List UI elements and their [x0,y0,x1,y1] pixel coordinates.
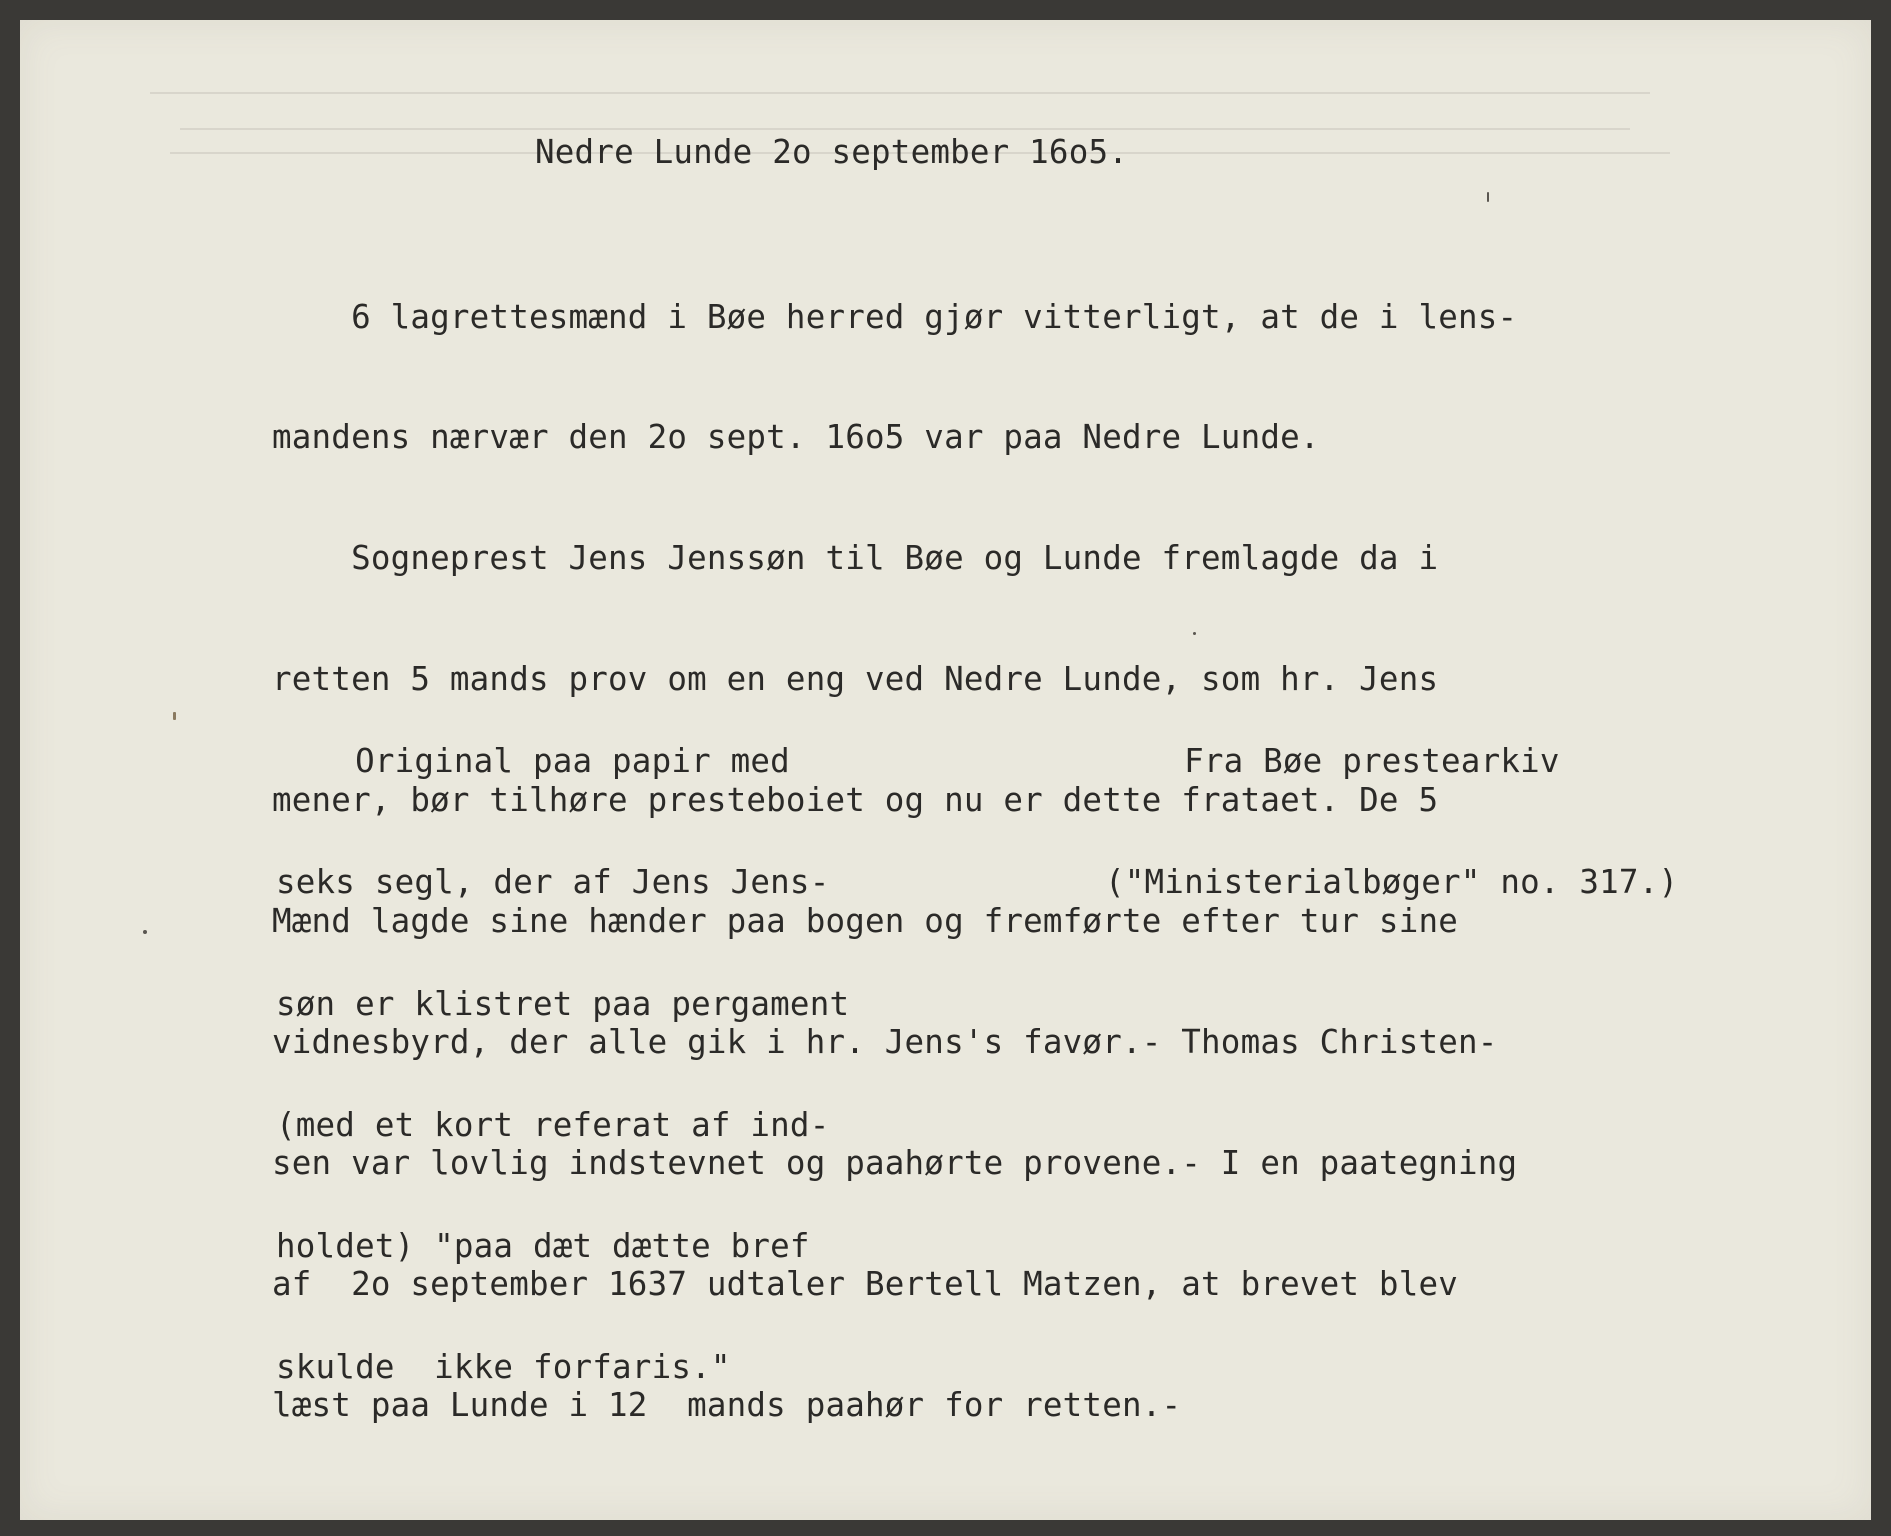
body-line: sen var lovlig indstevnet og paahørte provene.- I en paategning [272,1143,1518,1182]
note-line: Original paa papir med [276,742,790,780]
body-line: læst paa Lunde i 12 mands paahør for retten.- [272,1385,1182,1424]
original-note [276,660,849,1469]
faint-show-through [180,128,1630,130]
body-line: mener, bør tilhøre presteboiet og nu er dette frataet. De 5 [272,781,1439,820]
body-line: mandens nærvær den 2o sept. 16o5 var paa Nedre Lunde. [272,418,1320,457]
ink-speck [1193,632,1196,635]
body-line: 6 lagrettesmænd i Bøe herred gjør vitterligt, at de i lens- [272,297,1518,336]
body-line: af 2o september 1637 udtaler Bertell Matzen, at brevet blev [272,1264,1458,1303]
ink-speck [143,930,147,934]
note-line: holdet) "paa dæt dætte bref [276,1227,810,1266]
note-line: skulde ikke forfaris." [276,1348,731,1387]
ink-speck [173,712,176,720]
source-note [1105,660,1678,984]
body-line: retten 5 mands prov om en eng ved Nedre Lunde, som hr. Jens [272,660,1439,699]
note-line: (med et kort referat af ind- [276,1105,830,1144]
ink-speck [1487,192,1489,202]
document-title: Nedre Lunde 2o september 16o5. [535,133,1128,171]
document-card [20,20,1871,1520]
faint-show-through [150,92,1650,94]
note-line: Fra Bøe prestearkiv [1105,742,1560,780]
note-line: søn er klistret paa pergament [276,984,850,1023]
body-line: Sogneprest Jens Jenssøn til Bøe og Lunde fremlagde da i [272,539,1439,578]
body-line: vidnesbyrd, der alle gik i hr. Jens's favør.- Thomas Christen- [272,1022,1498,1061]
body-line: Mænd lagde sine hænder paa bogen og fremførte efter tur sine [272,902,1458,941]
note-line: seks segl, der af Jens Jens- [276,863,830,902]
note-line: ("Ministerialbøger" no. 317.) [1105,863,1679,902]
